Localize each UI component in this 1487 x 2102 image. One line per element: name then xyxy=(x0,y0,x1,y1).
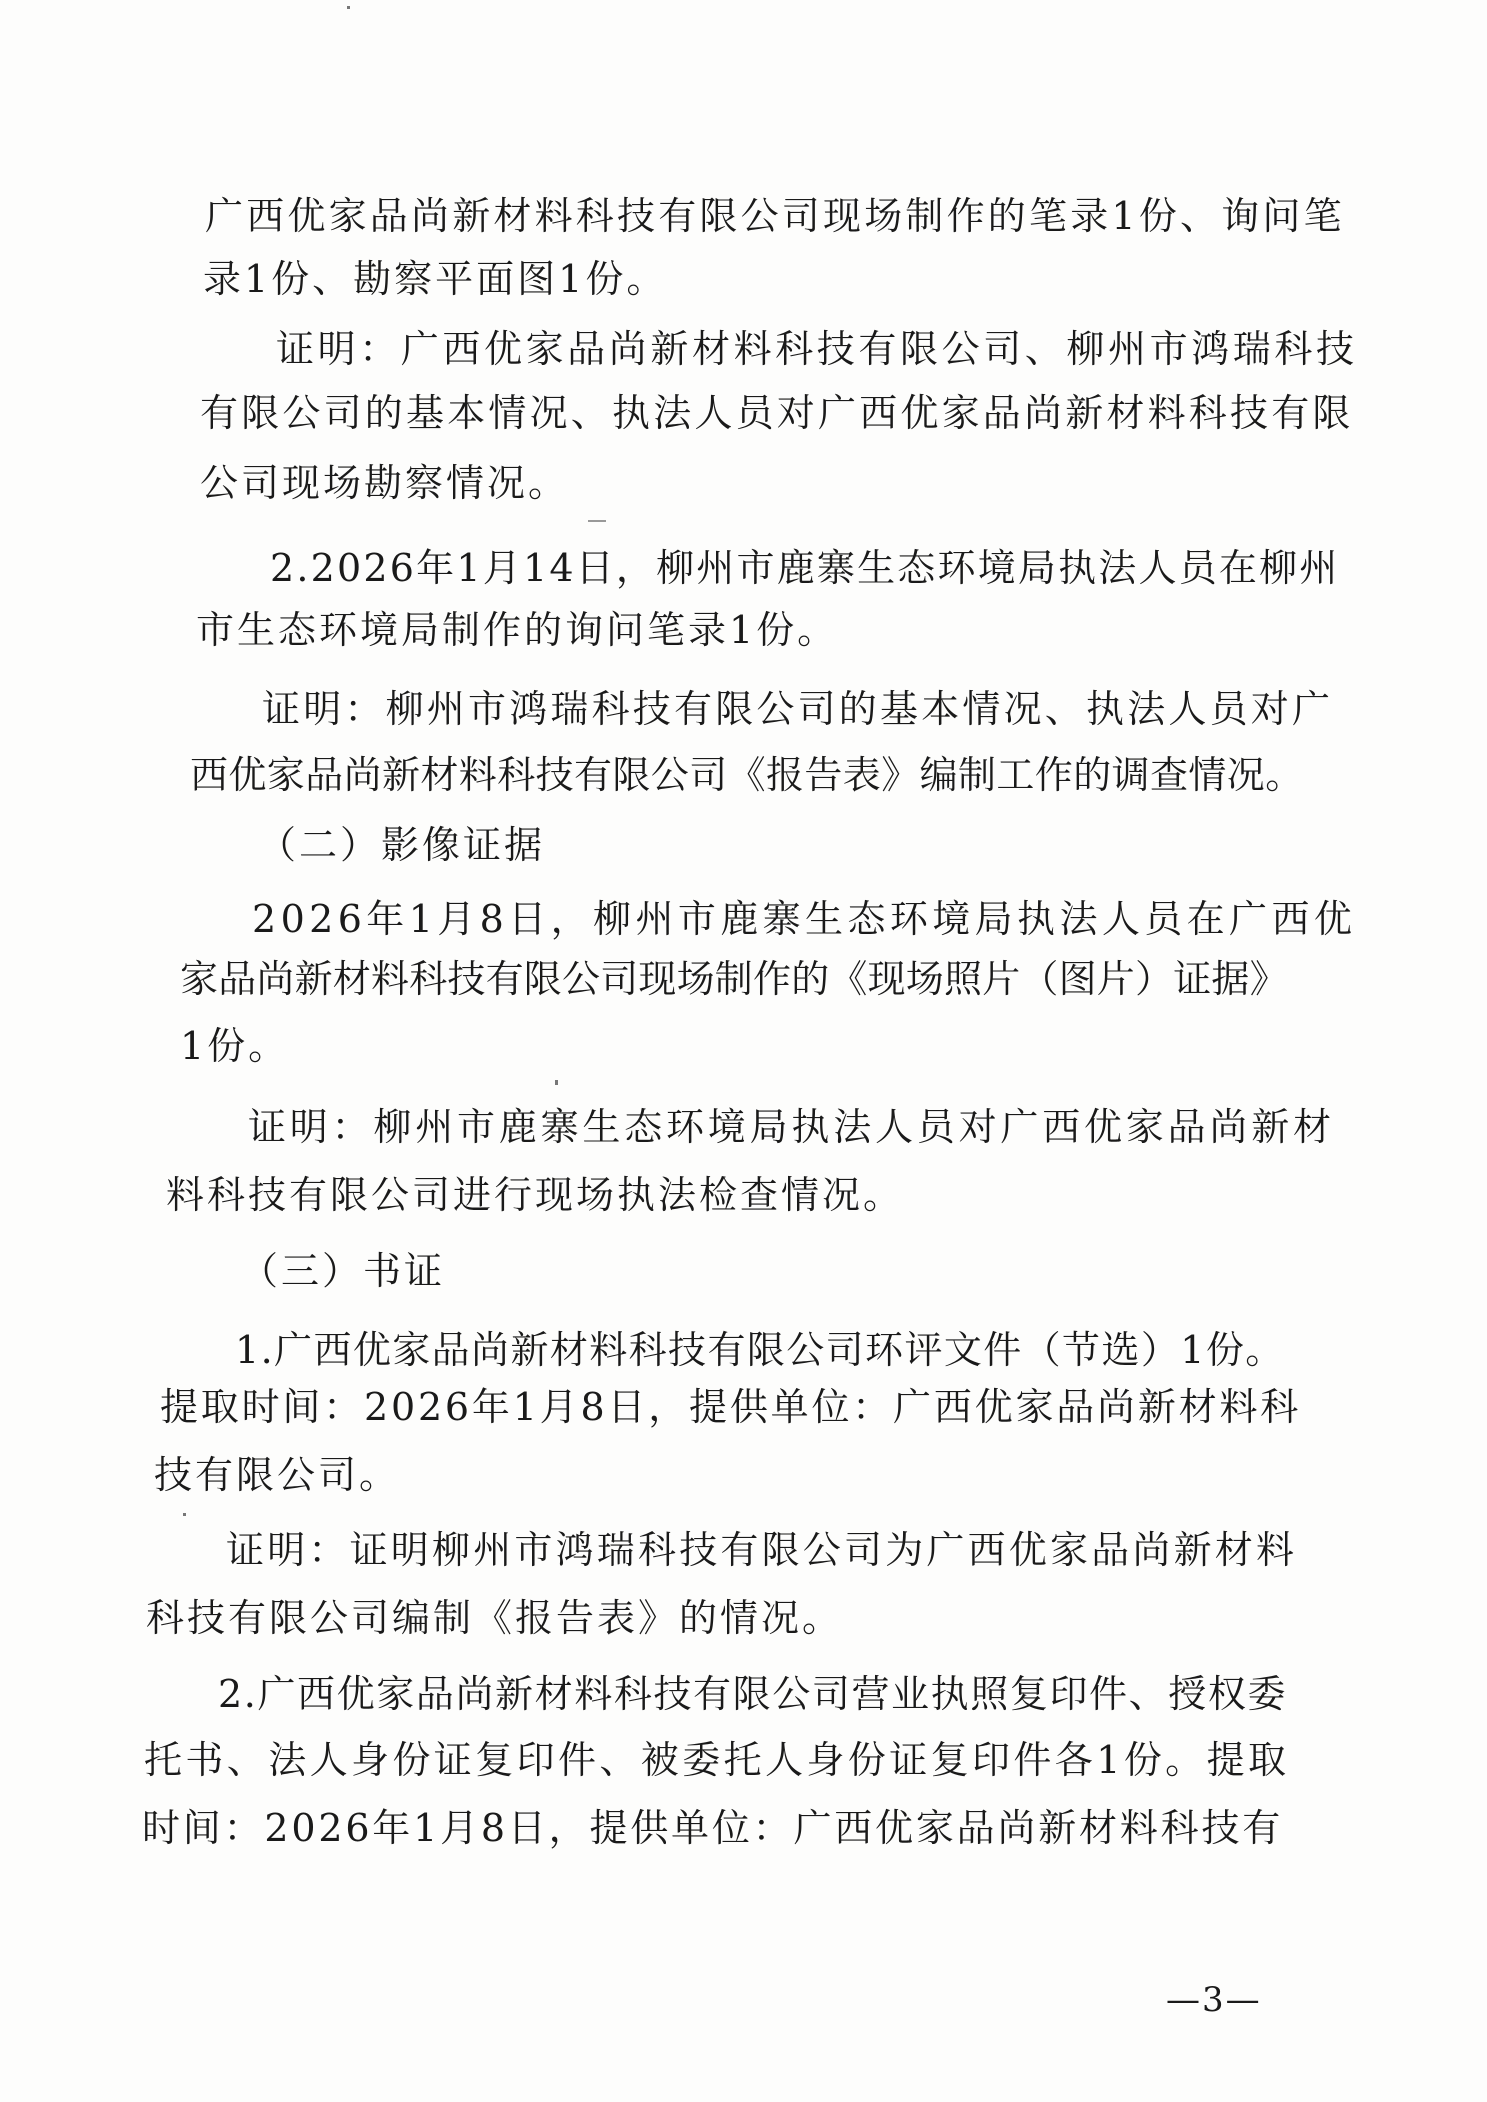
text-line: 2.2026年1月14日，柳州市鹿寨生态环境局执法人员在柳州 xyxy=(270,546,1340,590)
text-line: 录1份、勘察平面图1份。 xyxy=(203,257,668,301)
scan-speck xyxy=(183,1513,186,1516)
text-line: 有限公司的基本情况、执法人员对广西优家品尚新材料科技有限 xyxy=(200,391,1354,435)
page-number: —3— xyxy=(1166,1980,1262,2020)
text-line: 公司现场勘察情况。 xyxy=(200,461,570,505)
scan-speck xyxy=(588,520,606,522)
text-line: 科技有限公司编制《报告表》的情况。 xyxy=(146,1596,844,1640)
section-heading: （三）书证 xyxy=(240,1249,446,1293)
section-heading: （二）影像证据 xyxy=(258,823,546,867)
text-line: 时间：2026年1月8日，提供单位：广西优家品尚新材料科技有 xyxy=(142,1806,1284,1850)
text-line: 料科技有限公司进行现场执法检查情况。 xyxy=(166,1173,905,1217)
text-line: 2.广西优家品尚新材料科技有限公司营业执照复印件、授权委 xyxy=(218,1672,1288,1716)
scan-speck xyxy=(555,1080,558,1085)
text-line: 提取时间：2026年1月8日，提供单位：广西优家品尚新材料科 xyxy=(160,1385,1302,1429)
text-line: 证明：广西优家品尚新材料科技有限公司、柳州市鸿瑞科技 xyxy=(276,327,1358,371)
text-line: 1份。 xyxy=(180,1024,290,1068)
text-line: 市生态环境局制作的询问笔录1份。 xyxy=(196,608,839,652)
text-line: 广西优家品尚新材料科技有限公司现场制作的笔录1份、询问笔 xyxy=(205,194,1345,238)
text-line: 家品尚新材料科技有限公司现场制作的《现场照片（图片）证据》 xyxy=(180,957,1288,1001)
text-line: 西优家品尚新材料科技有限公司《报告表》编制工作的调查情况。 xyxy=(190,753,1304,797)
text-line: 技有限公司。 xyxy=(154,1453,401,1497)
text-line: 托书、法人身份证复印件、被委托人身份证复印件各1份。提取 xyxy=(144,1738,1290,1782)
text-line: 证明：柳州市鹿寨生态环境局执法人员对广西优家品尚新材 xyxy=(248,1105,1335,1149)
text-line: 证明：证明柳州市鸿瑞科技有限公司为广西优家品尚新材料 xyxy=(226,1528,1298,1572)
text-line: 2026年1月8日，柳州市鹿寨生态环境局执法人员在广西优 xyxy=(252,897,1357,941)
text-line: 1.广西优家品尚新材料科技有限公司环评文件（节选）1份。 xyxy=(235,1328,1285,1372)
scan-speck xyxy=(347,6,350,9)
text-line: 证明：柳州市鸿瑞科技有限公司的基本情况、执法人员对广 xyxy=(262,687,1334,731)
